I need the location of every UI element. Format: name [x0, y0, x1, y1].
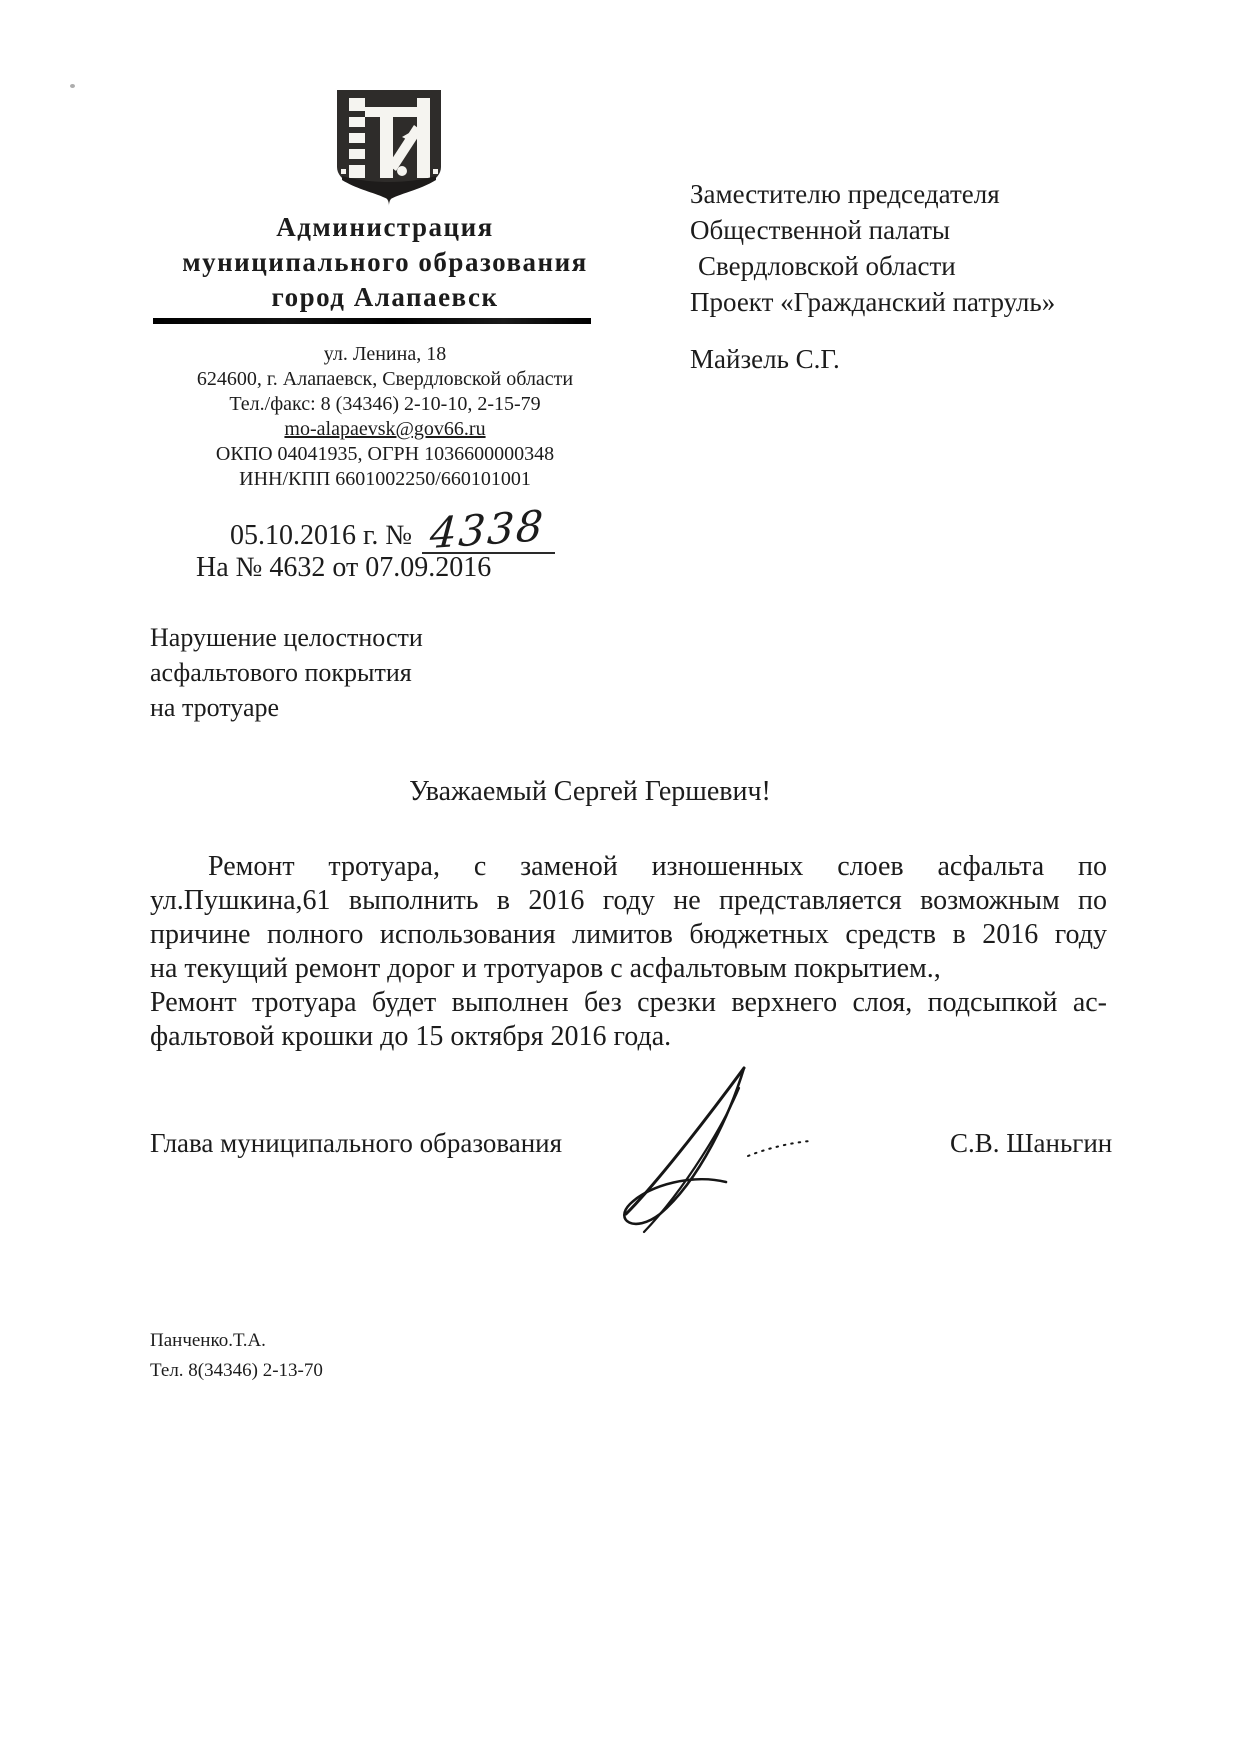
body-line: фальтовой крошки до 15 октября 2016 года. [150, 1021, 672, 1052]
recipient-line: Общественной палаты [690, 215, 951, 245]
letterhead-contact-block [150, 342, 620, 492]
okpo-ogrn: ОКПО 04041935, ОГРН 1036600000348 [215, 443, 555, 465]
scan-speck [70, 84, 75, 88]
incoming-reference: На № 4632 от 07.09.2016 [196, 552, 492, 583]
executor-block [150, 1326, 323, 1386]
subject-line: Нарушение целостности [150, 623, 423, 652]
subject-block [150, 620, 423, 725]
signer-name: С.В. Шаньгин [950, 1128, 1113, 1158]
executor-name: Панченко.Т.А. [150, 1330, 266, 1351]
recipient-block [690, 176, 1055, 320]
outgoing-reference [230, 500, 555, 559]
street-address: ул. Ленина, 18 [323, 343, 447, 365]
signer-title: Глава муниципального образования [150, 1128, 563, 1158]
org-name-line: Администрация [276, 212, 494, 242]
body-text [150, 850, 1107, 1054]
org-name-line: муниципального образования [182, 247, 588, 277]
city-address: 624600, г. Алапаевск, Свердловской области [196, 368, 574, 390]
phone-fax: Тел./факс: 8 (34346) 2-10-10, 2-15-79 [229, 393, 541, 415]
body-line: на текущий ремонт дорог и тротуаров с асфальтовым покрытием., [150, 953, 941, 984]
body-line: Ремонт тротуара будет выполнен без срезки верхнего слоя, подсыпкой ас- [150, 987, 1107, 1018]
handwritten-outgoing-number: 4338 [428, 500, 547, 559]
alapaevsk-coat-of-arms-icon [330, 85, 448, 207]
handwritten-signature-icon [598, 1062, 828, 1237]
body-line: Ремонт тротуара, с заменой изношенных слоев асфальта по [208, 851, 1107, 882]
inn-kpp: ИНН/КПП 6601002250/660101001 [239, 468, 531, 490]
executor-phone: Тел. 8(34346) 2-13-70 [150, 1360, 323, 1381]
recipient-line: Заместителю председателя [690, 179, 1000, 209]
recipient-name: Майзель С.Г. [690, 344, 840, 374]
subject-line: асфальтового покрытия [150, 658, 412, 687]
salutation: Уважаемый Сергей Гершевич! [409, 776, 771, 807]
recipient-line: Свердловской области [698, 251, 956, 281]
body-line: причине полного использования лимитов бюджетных средств в 2016 году [150, 919, 1107, 950]
subject-line: на тротуаре [150, 693, 280, 722]
handwritten-number-underline [422, 500, 555, 559]
email-text: mo-alapaevsk@gov66.ru [284, 418, 486, 440]
letterhead-org-name [150, 210, 620, 315]
recipient-line: Проект «Гражданский патруль» [690, 287, 1056, 317]
org-name-line: город Алапаевск [271, 282, 499, 312]
body-line: ул.Пушкина,61 выполнить в 2016 году не представляется возможным по [150, 885, 1107, 916]
letterhead-divider [153, 318, 591, 324]
date-number-prefix: 05.10.2016 г. № [230, 520, 413, 551]
